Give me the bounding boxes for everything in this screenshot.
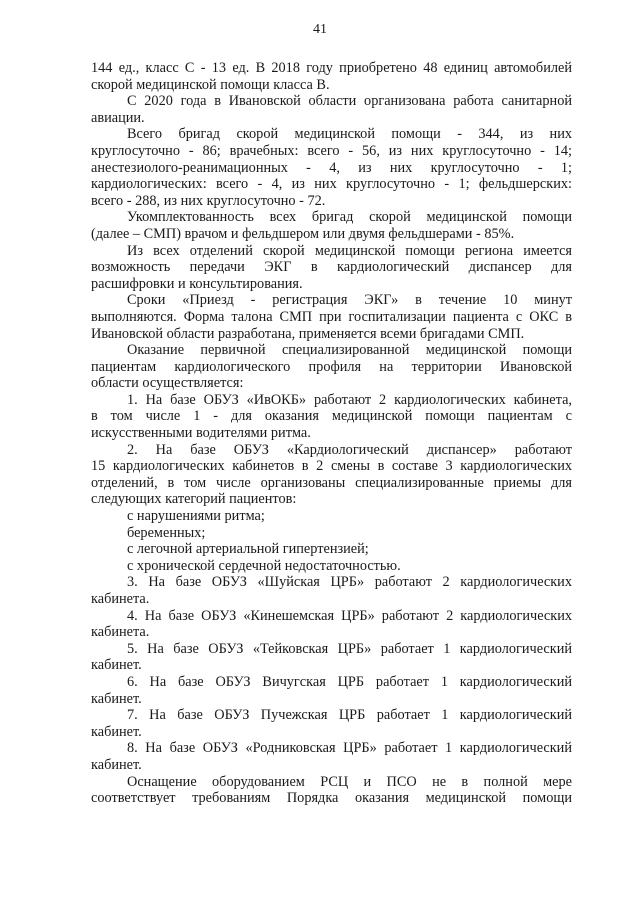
text-line: 4. На базе ОБУЗ «Кинешемская ЦРБ» работают 2 кардиологических [127, 607, 572, 624]
page-number: 41 [313, 22, 327, 37]
text-line: выполняются. Форма талона СМП при госпитализации пациента с ОКС в [91, 308, 572, 325]
document-body [91, 60, 572, 807]
text-line: 2. На базе ОБУЗ «Кардиологический диспансер» работают [127, 441, 572, 458]
text-line: 5. На базе ОБУЗ «Тейковская ЦРБ» работает 1 кардиологический [127, 640, 572, 657]
text-line: искусственными водителями ритма. [91, 425, 311, 442]
text-line: анестезиолого-реанимационных - 4, из них круглосуточно - 1; [91, 159, 572, 176]
text-line: С 2020 года в Ивановской области организована работа санитарной [127, 93, 572, 110]
text-line: Из всех отделений скорой медицинской помощи региона имеется [127, 242, 572, 259]
text-line: беременных; [127, 524, 206, 541]
text-line: 8. На базе ОБУЗ «Родниковская ЦРБ» работает 1 кардиологический [127, 740, 572, 757]
text-line: возможность передачи ЭКГ в кардиологический диспансер для [91, 259, 572, 276]
text-line: скорой медицинской помощи класса В. [91, 76, 330, 93]
text-line: в том числе 1 - для оказания медицинской помощи пациентам с [91, 408, 572, 425]
text-line: с нарушениями ритма; [127, 508, 265, 525]
text-line: пациентам кардиологического профиля на территории Ивановской [91, 358, 572, 375]
text-line: кабинета. [91, 591, 150, 607]
text-line: Всего бригад скорой медицинской помощи - 344, из них [127, 126, 572, 143]
text-line: Оснащение оборудованием РСЦ и ПСО не в полной мере [127, 773, 572, 790]
text-line: соответствует требованиям Порядка оказания медицинской помощи [91, 790, 572, 807]
text-line: 7. На базе ОБУЗ Пучежская ЦРБ работает 1 кардиологический [127, 707, 572, 724]
text-line: Оказание первичной специализированной медицинской помощи [127, 342, 572, 359]
text-line: кабинет. [91, 756, 142, 773]
text-line: следующих категорий пациентов: [91, 491, 297, 508]
text-line: отделений, в том числе организованы специализированные приемы для [91, 474, 572, 491]
text-line: всего - 288, из них круглосуточно - 72. [91, 192, 326, 209]
text-line: круглосуточно - 86; врачебных: всего - 56, из них круглосуточно - 14; [91, 142, 572, 159]
text-line: 144 ед., класс С - 13 ед. В 2018 году приобретено 48 единиц автомобилей [91, 60, 572, 76]
text-line: 1. На базе ОБУЗ «ИвОКБ» работают 2 кардиологических кабинета, [127, 391, 572, 408]
text-line: кабинета. [91, 624, 150, 641]
text-line: с хронической сердечной недостаточностью. [127, 557, 401, 574]
text-line: кабинет. [91, 723, 142, 740]
text-line: с легочной артериальной гипертензией; [127, 541, 369, 558]
text-line: Сроки «Приезд - регистрация ЭКГ» в течение 10 минут [127, 292, 572, 309]
text-line: 6. На базе ОБУЗ Вичугская ЦРБ работает 1 кардиологический [127, 673, 572, 690]
text-line: (далее – СМП) врачом и фельдшером или двумя фельдшерами - 85%. [91, 225, 515, 242]
text-line: кардиологических: всего - 4, из них круглосуточно - 1; фельдшерских: [91, 176, 572, 193]
text-line: Ивановской области разработана, применяется всеми бригадами СМП. [91, 325, 525, 342]
text-line: кабинет. [91, 690, 142, 707]
text-line: Укомплектованность всех бригад скорой медицинской помощи [127, 209, 572, 226]
text-line: 3. На базе ОБУЗ «Шуйская ЦРБ» работают 2 кардиологических [127, 574, 572, 591]
text-line: расшифровки и консультирования. [91, 275, 303, 292]
text-line: 15 кардиологических кабинетов в 2 смены в составе 3 кардиологических [91, 458, 572, 475]
text-line: кабинет. [91, 657, 142, 674]
text-line: области осуществляется: [91, 375, 244, 392]
text-line: авиации. [91, 109, 145, 126]
